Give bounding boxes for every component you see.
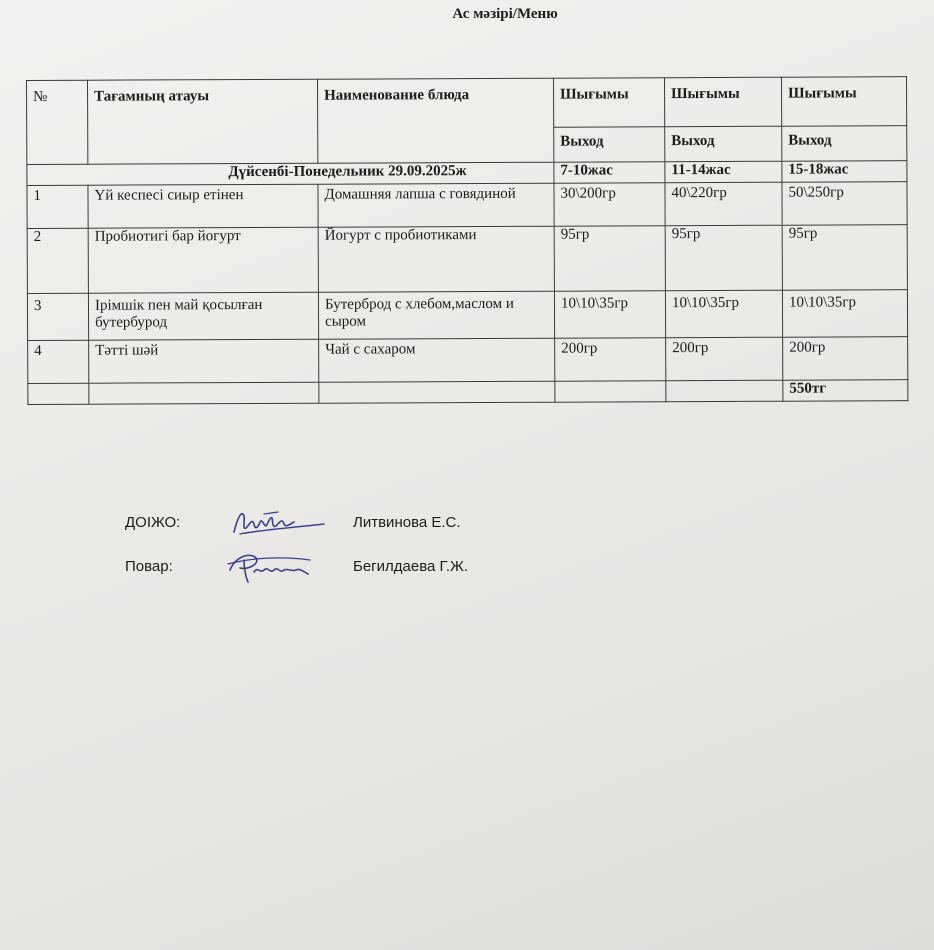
age-group-1: 7-10жас bbox=[554, 162, 665, 183]
yield-11-14: 200гр bbox=[666, 337, 783, 381]
yield-15-18: 95гр bbox=[782, 225, 907, 291]
table-row bbox=[28, 337, 908, 384]
header-yield-kz-2: Шығымы bbox=[664, 77, 781, 127]
total-empty-cell bbox=[555, 381, 666, 402]
header-yield-ru-2: Выход bbox=[665, 126, 782, 162]
yield-11-14: 95гр bbox=[665, 225, 782, 291]
total-empty-cell bbox=[319, 381, 555, 403]
header-name-ru: Наименование блюда bbox=[317, 78, 553, 163]
age-group-3: 15-18жас bbox=[782, 161, 907, 183]
table-row bbox=[27, 182, 907, 229]
yield-7-10: 10\10\35гр bbox=[554, 291, 665, 338]
age-group-2: 11-14жас bbox=[665, 161, 782, 183]
dish-name-kz: Үй кеспесі сиыр етінен bbox=[88, 184, 318, 228]
yield-7-10: 95гр bbox=[554, 226, 665, 291]
dish-name-kz: Ірімшік пен май қосылған бутербурод bbox=[88, 292, 318, 340]
yield-15-18: 50\250гр bbox=[782, 182, 907, 226]
dish-name-ru: Чай с сахаром bbox=[319, 338, 555, 382]
total-empty-cell bbox=[89, 382, 319, 404]
yield-7-10: 30\200гр bbox=[554, 183, 665, 226]
header-row bbox=[27, 77, 907, 130]
signature-name: Литвинова Е.С. bbox=[353, 514, 461, 531]
dish-name-ru: Бутерброд с хлебом,маслом и сыром bbox=[318, 291, 554, 339]
dish-name-ru: Домашняя лапша с говядиной bbox=[318, 183, 554, 227]
header-yield-kz-3: Шығымы bbox=[781, 77, 906, 127]
row-num: 2 bbox=[27, 228, 88, 293]
yield-11-14: 40\220гр bbox=[665, 182, 782, 226]
dish-name-ru: Йогурт с пробиотиками bbox=[318, 226, 554, 292]
yield-7-10: 200гр bbox=[555, 338, 666, 381]
row-num: 3 bbox=[27, 293, 88, 340]
header-yield-kz-1: Шығымы bbox=[553, 78, 664, 127]
dish-name-kz: Пробиотигі бар йогурт bbox=[88, 227, 318, 293]
yield-11-14: 10\10\35гр bbox=[665, 290, 782, 338]
header-yield-ru-3: Выход bbox=[782, 126, 907, 162]
table-row bbox=[27, 290, 907, 341]
signature-row-director bbox=[125, 506, 625, 536]
dish-name-kz: Тәтті шәй bbox=[89, 339, 319, 383]
handwritten-signature-director bbox=[220, 506, 340, 542]
handwritten-signature-cook bbox=[220, 550, 340, 586]
signature-role: ДОІЖО: bbox=[125, 514, 181, 531]
row-num: 4 bbox=[28, 340, 89, 383]
menu-table bbox=[26, 76, 908, 405]
header-yield-ru-1: Выход bbox=[554, 127, 665, 162]
total-price: 550тг bbox=[783, 380, 908, 402]
header-num: № bbox=[27, 80, 88, 164]
signature-name: Бегилдаева Г.Ж. bbox=[353, 558, 469, 575]
page-title: Ас мәзірі/Меню bbox=[452, 6, 558, 22]
header-name-kz: Тағамның атауы bbox=[88, 79, 318, 164]
yield-15-18: 10\10\35гр bbox=[782, 290, 907, 338]
day-label: Дүйсенбі-Понедельник 29.09.2025ж bbox=[27, 162, 554, 185]
signature-role: Повар: bbox=[125, 558, 173, 575]
total-empty-cell bbox=[666, 380, 783, 402]
total-empty-cell bbox=[28, 383, 89, 404]
total-row bbox=[28, 380, 908, 405]
row-num: 1 bbox=[27, 185, 88, 228]
yield-15-18: 200гр bbox=[783, 337, 908, 381]
signature-row-cook bbox=[125, 550, 625, 580]
table-row bbox=[27, 225, 907, 294]
